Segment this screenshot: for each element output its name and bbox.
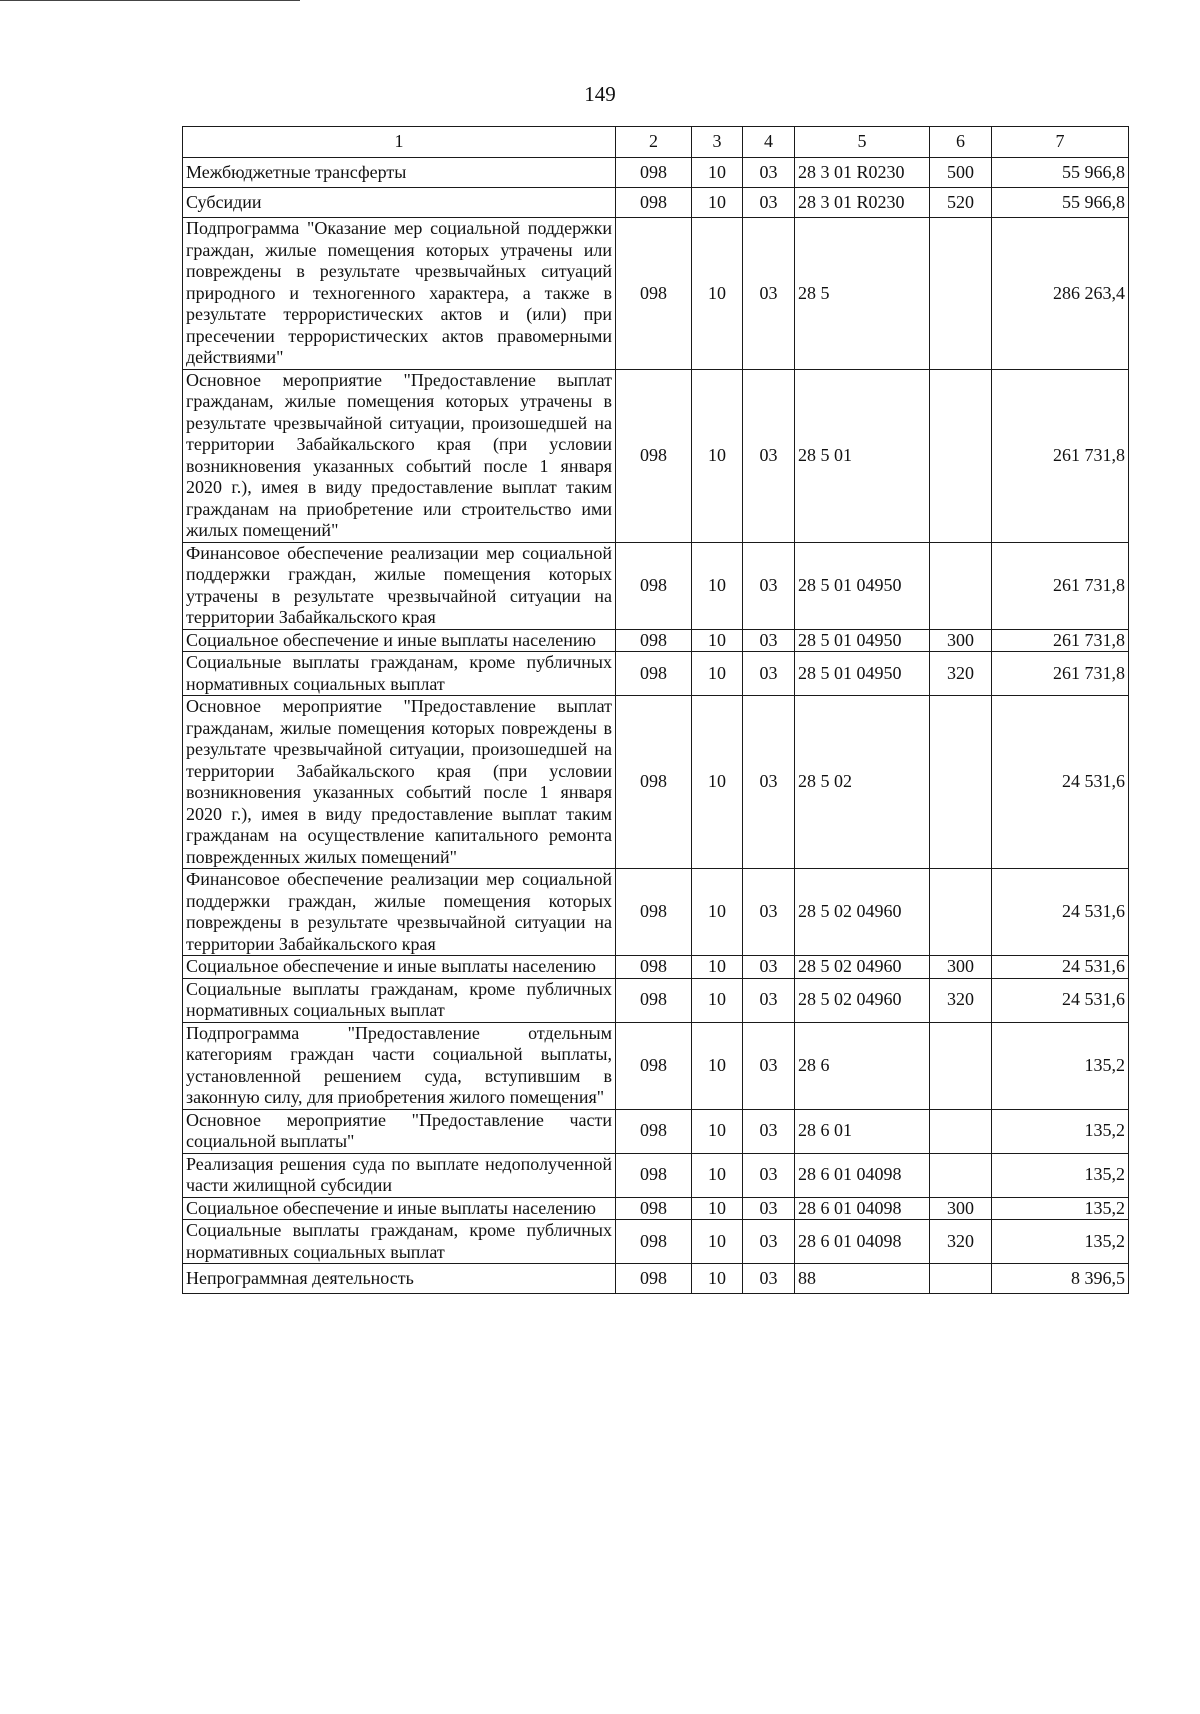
cell-subsection: 03 (743, 1264, 795, 1294)
cell-name: Основное мероприятие "Предоставление выплат гражданам, жилые помещения которых повреждены в результате чрезвычайной ситуации, произошедшей на территории Забайкальского края (при условии возникновения указанных событий после 1 января 2020 г.), имея в виду предоставление выплат таким гражданам на осуществление капитального ремонта поврежденных жилых помещений" (183, 696, 616, 869)
scan-top-rule (0, 0, 300, 1)
cell-target-article: 28 5 02 04960 (795, 869, 930, 956)
cell-subsection: 03 (743, 1197, 795, 1220)
cell-amount: 135,2 (992, 1220, 1129, 1264)
cell-expense-type: 320 (930, 1220, 992, 1264)
table-row (183, 542, 1129, 629)
cell-expense-type: 520 (930, 188, 992, 218)
cell-target-article: 28 5 01 04950 (795, 629, 930, 652)
cell-expense-type (930, 1153, 992, 1197)
cell-ministry-code: 098 (616, 542, 692, 629)
cell-subsection: 03 (743, 1022, 795, 1109)
table-row (183, 652, 1129, 696)
cell-name: Подпрограмма "Предоставление отдельным категориям граждан части социальной выплаты, установленной решением суда, вступившим в законную силу, для приобретения жилого помещения" (183, 1022, 616, 1109)
header-col-6: 6 (930, 127, 992, 158)
cell-name: Основное мероприятие "Предоставление выплат гражданам, жилые помещения которых утрачены в результате чрезвычайной ситуации, произошедшей на территории Забайкальского края (при условии возникновения указанных событий после 1 января 2020 г.), имея в виду предоставление выплат таким гражданам на приобретение или строительство ими жилых помещений" (183, 369, 616, 542)
cell-subsection: 03 (743, 869, 795, 956)
cell-ministry-code: 098 (616, 1197, 692, 1220)
cell-expense-type (930, 1109, 992, 1153)
cell-ministry-code: 098 (616, 1022, 692, 1109)
cell-target-article: 28 5 02 04960 (795, 978, 930, 1022)
cell-name: Социальное обеспечение и иные выплаты населению (183, 629, 616, 652)
cell-target-article: 28 5 01 (795, 369, 930, 542)
header-col-7: 7 (992, 127, 1129, 158)
header-col-1: 1 (183, 127, 616, 158)
header-col-3: 3 (692, 127, 743, 158)
cell-amount: 261 731,8 (992, 652, 1129, 696)
table-row (183, 369, 1129, 542)
cell-name: Межбюджетные трансферты (183, 158, 616, 188)
table-row (183, 629, 1129, 652)
cell-subsection: 03 (743, 696, 795, 869)
cell-section: 10 (692, 696, 743, 869)
cell-subsection: 03 (743, 1153, 795, 1197)
cell-subsection: 03 (743, 956, 795, 979)
cell-ministry-code: 098 (616, 218, 692, 370)
cell-subsection: 03 (743, 1109, 795, 1153)
cell-name: Субсидии (183, 188, 616, 218)
cell-expense-type (930, 218, 992, 370)
cell-section: 10 (692, 1109, 743, 1153)
cell-amount: 24 531,6 (992, 956, 1129, 979)
cell-expense-type (930, 542, 992, 629)
table-row (183, 1109, 1129, 1153)
table-row (183, 188, 1129, 218)
table-row (183, 1220, 1129, 1264)
cell-amount: 24 531,6 (992, 869, 1129, 956)
cell-target-article: 28 5 02 (795, 696, 930, 869)
cell-name: Социальное обеспечение и иные выплаты населению (183, 1197, 616, 1220)
cell-ministry-code: 098 (616, 629, 692, 652)
cell-section: 10 (692, 956, 743, 979)
cell-expense-type (930, 1264, 992, 1294)
cell-target-article: 28 6 01 04098 (795, 1220, 930, 1264)
table-row (183, 218, 1129, 370)
table-row (183, 978, 1129, 1022)
cell-amount: 55 966,8 (992, 158, 1129, 188)
cell-subsection: 03 (743, 369, 795, 542)
table-row (183, 1197, 1129, 1220)
cell-section: 10 (692, 869, 743, 956)
cell-amount: 286 263,4 (992, 218, 1129, 370)
cell-name: Подпрограмма "Оказание мер социальной поддержки граждан, жилые помещения которых утрачены или повреждены в результате чрезвычайных ситуаций природного и техногенного характера, а также в результате террористических актов и (или) при пресечении террористических актов правомерными действиями" (183, 218, 616, 370)
cell-amount: 261 731,8 (992, 629, 1129, 652)
cell-expense-type (930, 869, 992, 956)
cell-name: Основное мероприятие "Предоставление части социальной выплаты" (183, 1109, 616, 1153)
cell-subsection: 03 (743, 1220, 795, 1264)
cell-expense-type: 500 (930, 158, 992, 188)
cell-section: 10 (692, 1264, 743, 1294)
cell-name: Социальные выплаты гражданам, кроме публичных нормативных социальных выплат (183, 652, 616, 696)
cell-target-article: 28 5 01 04950 (795, 652, 930, 696)
table-row (183, 869, 1129, 956)
cell-name: Финансовое обеспечение реализации мер социальной поддержки граждан, жилые помещения которых повреждены в результате чрезвычайной ситуации на территории Забайкальского края (183, 869, 616, 956)
table-row (183, 696, 1129, 869)
cell-expense-type: 320 (930, 652, 992, 696)
cell-ministry-code: 098 (616, 956, 692, 979)
header-col-4: 4 (743, 127, 795, 158)
cell-ministry-code: 098 (616, 1153, 692, 1197)
cell-ministry-code: 098 (616, 696, 692, 869)
cell-amount: 24 531,6 (992, 978, 1129, 1022)
cell-expense-type (930, 1022, 992, 1109)
cell-section: 10 (692, 1022, 743, 1109)
cell-section: 10 (692, 629, 743, 652)
budget-table (182, 126, 1129, 1294)
cell-ministry-code: 098 (616, 652, 692, 696)
cell-section: 10 (692, 978, 743, 1022)
table-body (183, 158, 1129, 1294)
cell-subsection: 03 (743, 188, 795, 218)
cell-amount: 8 396,5 (992, 1264, 1129, 1294)
cell-target-article: 28 5 01 04950 (795, 542, 930, 629)
table-row (183, 1264, 1129, 1294)
cell-subsection: 03 (743, 629, 795, 652)
cell-name: Социальные выплаты гражданам, кроме публичных нормативных социальных выплат (183, 978, 616, 1022)
header-row (183, 127, 1129, 158)
cell-amount: 135,2 (992, 1109, 1129, 1153)
cell-subsection: 03 (743, 978, 795, 1022)
cell-name: Социальные выплаты гражданам, кроме публичных нормативных социальных выплат (183, 1220, 616, 1264)
cell-ministry-code: 098 (616, 1220, 692, 1264)
cell-expense-type: 320 (930, 978, 992, 1022)
cell-section: 10 (692, 542, 743, 629)
cell-subsection: 03 (743, 542, 795, 629)
cell-target-article: 28 3 01 R0230 (795, 188, 930, 218)
cell-amount: 135,2 (992, 1197, 1129, 1220)
cell-amount: 55 966,8 (992, 188, 1129, 218)
cell-expense-type (930, 369, 992, 542)
table-row (183, 956, 1129, 979)
cell-target-article: 28 3 01 R0230 (795, 158, 930, 188)
cell-section: 10 (692, 652, 743, 696)
cell-section: 10 (692, 188, 743, 218)
cell-expense-type: 300 (930, 956, 992, 979)
cell-amount: 135,2 (992, 1022, 1129, 1109)
cell-expense-type: 300 (930, 1197, 992, 1220)
cell-ministry-code: 098 (616, 1264, 692, 1294)
cell-amount: 24 531,6 (992, 696, 1129, 869)
table-row (183, 1153, 1129, 1197)
cell-ministry-code: 098 (616, 369, 692, 542)
cell-section: 10 (692, 158, 743, 188)
cell-section: 10 (692, 369, 743, 542)
cell-amount: 261 731,8 (992, 542, 1129, 629)
cell-ministry-code: 098 (616, 978, 692, 1022)
cell-target-article: 28 6 (795, 1022, 930, 1109)
cell-ministry-code: 098 (616, 1109, 692, 1153)
cell-section: 10 (692, 218, 743, 370)
cell-target-article: 28 6 01 (795, 1109, 930, 1153)
header-col-5: 5 (795, 127, 930, 158)
cell-section: 10 (692, 1197, 743, 1220)
cell-expense-type (930, 696, 992, 869)
cell-target-article: 88 (795, 1264, 930, 1294)
cell-name: Социальное обеспечение и иные выплаты населению (183, 956, 616, 979)
cell-ministry-code: 098 (616, 158, 692, 188)
cell-section: 10 (692, 1153, 743, 1197)
cell-ministry-code: 098 (616, 869, 692, 956)
cell-subsection: 03 (743, 158, 795, 188)
cell-name: Финансовое обеспечение реализации мер социальной поддержки граждан, жилые помещения которых утрачены в результате чрезвычайной ситуации на территории Забайкальского края (183, 542, 616, 629)
cell-amount: 261 731,8 (992, 369, 1129, 542)
cell-amount: 135,2 (992, 1153, 1129, 1197)
cell-subsection: 03 (743, 218, 795, 370)
cell-target-article: 28 6 01 04098 (795, 1197, 930, 1220)
cell-name: Непрограммная деятельность (183, 1264, 616, 1294)
cell-name: Реализация решения суда по выплате недополученной части жилищной субсидии (183, 1153, 616, 1197)
cell-target-article: 28 6 01 04098 (795, 1153, 930, 1197)
header-col-2: 2 (616, 127, 692, 158)
cell-target-article: 28 5 (795, 218, 930, 370)
cell-section: 10 (692, 1220, 743, 1264)
cell-target-article: 28 5 02 04960 (795, 956, 930, 979)
table-row (183, 1022, 1129, 1109)
table-row (183, 158, 1129, 188)
cell-ministry-code: 098 (616, 188, 692, 218)
cell-subsection: 03 (743, 652, 795, 696)
cell-expense-type: 300 (930, 629, 992, 652)
page-number: 149 (584, 82, 616, 106)
